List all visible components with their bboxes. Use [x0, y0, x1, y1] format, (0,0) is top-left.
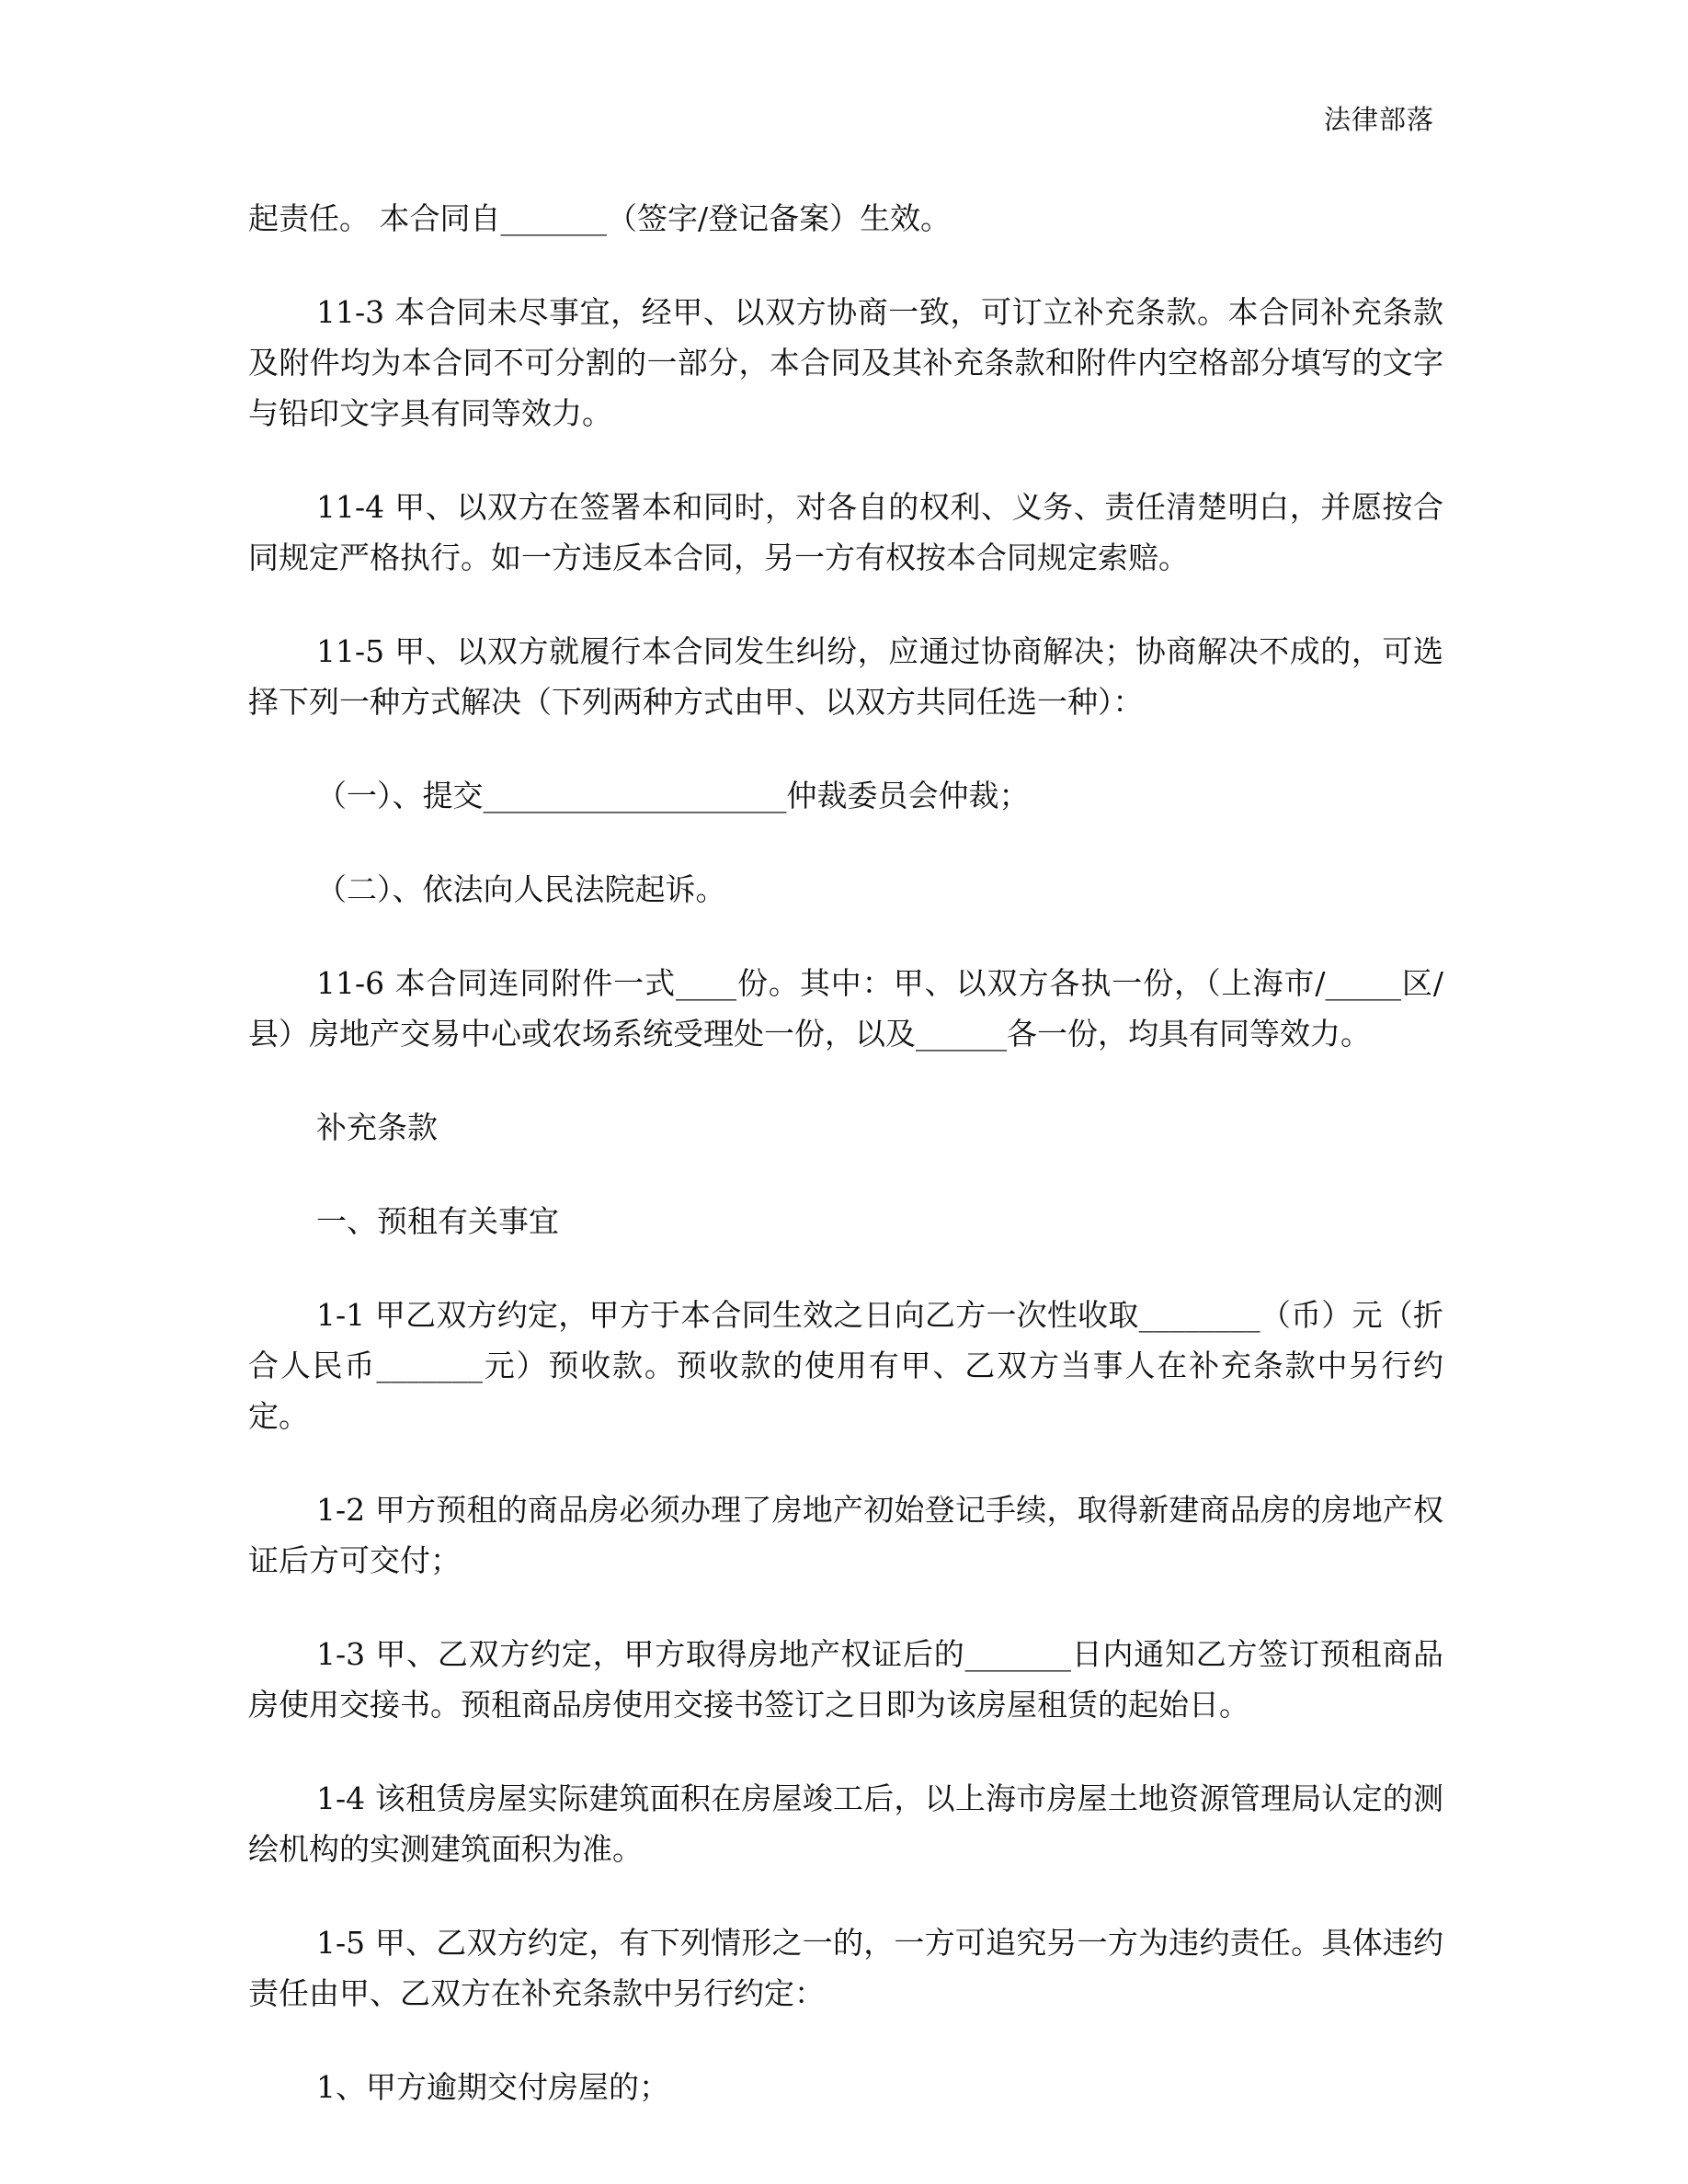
paragraph-11-6: 11-6 本合同连同附件一式____份。其中：甲、以双方各执一份，（上海市/_____区/县）房地产交易中心或农场系统受理处一份，以及______各一份，均具有同等效力。 — [248, 965, 1443, 1052]
paragraph-11-5: 11-5 甲、以双方就履行本合同发生纠纷，应通过协商解决；协商解决不成的，可选择下列一种方式解决（下列两种方式由甲、以双方共同任选一种）： — [248, 633, 1443, 720]
paragraph-1-1: 1-1 甲乙双方约定，甲方于本合同生效之日向乙方一次性收取________（币）元（折合人民币_______元）预收款。预收款的使用有甲、乙双方当事人在补充条款中另行约定。 — [248, 1297, 1443, 1434]
paragraph-option-2: （二）、依法向人民法院起诉。 — [316, 871, 726, 907]
document-body — [248, 193, 1443, 2156]
header-brand: 法律部落 — [1323, 104, 1434, 135]
paragraph-1-4: 1-4 该租赁房屋实际建筑面积在房屋竣工后，以上海市房屋土地资源管理局认定的测绘机构的实测建筑面积为准。 — [248, 1780, 1443, 1867]
section-title-supplementary: 补充条款 — [316, 1109, 438, 1145]
paragraph-11-3: 11-3 本合同未尽事宜，经甲、以双方协商一致，可订立补充条款。本合同补充条款及附件均为本合同不可分割的一部分，本合同及其补充条款和附件内空格部分填写的文字与铅印文字具有同等效力。 — [248, 294, 1443, 431]
paragraph-effective-date: 起责任。 本合同自_______（签字/登记备案）生效。 — [248, 200, 952, 236]
paragraph-item-1: 1、甲方逾期交付房屋的； — [316, 2069, 669, 2105]
paragraph-1-5: 1-5 甲、乙双方约定，有下列情形之一的，一方可追究另一方为违约责任。具体违约责任由甲、乙双方在补充条款中另行约定： — [248, 1925, 1443, 2011]
section-title-prelease: 一、预租有关事宜 — [316, 1203, 559, 1239]
paragraph-11-4: 11-4 甲、以双方在签署本和同时，对各自的权利、义务、责任清楚明白，并愿按合同规定严格执行。如一方违反本合同，另一方有权按本合同规定索赔。 — [248, 489, 1443, 575]
paragraph-option-1: （一）、提交____________________仲裁委员会仲裁； — [316, 778, 1030, 813]
paragraph-1-3: 1-3 甲、乙双方约定，甲方取得房地产权证后的_______日内通知乙方签订预租商品房使用交接书。预租商品房使用交接书签订之日即为该房屋租赁的起始日。 — [248, 1636, 1443, 1723]
paragraph-1-2: 1-2 甲方预租的商品房必须办理了房地产初始登记手续，取得新建商品房的房地产权证后方可交付； — [248, 1492, 1443, 1578]
